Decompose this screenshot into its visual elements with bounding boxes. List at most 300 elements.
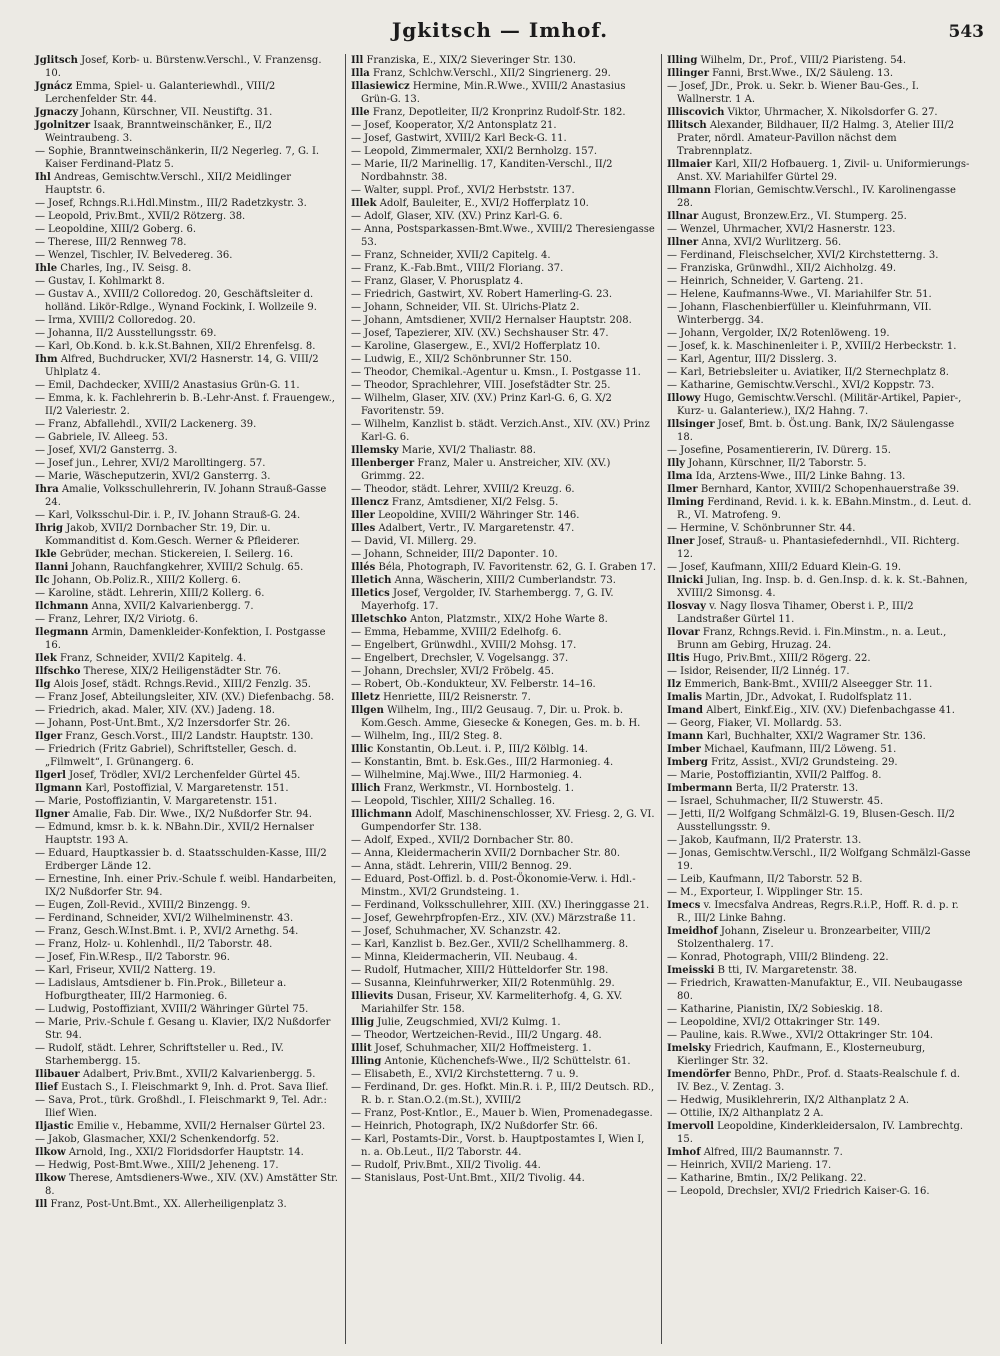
entry-name: — Emil,: [35, 380, 75, 391]
entry-details: Hebamme, XVIII/2 Edelhofg. 6.: [402, 627, 562, 638]
entry-name: — Marie,: [35, 471, 82, 482]
entry-details: Antonie, Küchenchefs-Wwe., II/2 Schüttelstr. 61.: [384, 1056, 631, 1067]
directory-entry: [351, 665, 656, 678]
directory-entry: [667, 483, 973, 496]
entry-name: Ilnicki: [667, 575, 704, 586]
directory-entry: [667, 886, 973, 899]
directory-entry: [667, 301, 973, 327]
entry-name: — Edmund,: [35, 822, 94, 833]
directory-entry: [35, 210, 340, 223]
entry-name: — Marie,: [667, 770, 714, 781]
directory-entry: [351, 223, 656, 249]
entry-details: Zimmermaler, XXI/2 Bernholzg. 157.: [411, 146, 598, 157]
directory-entry: [35, 457, 340, 470]
directory-entry: [351, 626, 656, 639]
directory-entry: [667, 704, 973, 717]
entry-name: — Emma,: [35, 393, 84, 404]
entry-details: Dusan, Friseur, XV. Karmeliterhofg. 4, G. XV. Mariahilfer Str. 158.: [361, 991, 623, 1015]
entry-details: Julie, Zeugschmied, XVI/2 Kulmg. 1.: [377, 1017, 561, 1028]
entry-details: IX/2 Althanplatz 2 A.: [718, 1108, 824, 1119]
entry-details: Tischler, XIII/2 Schalleg. 16.: [411, 796, 556, 807]
entry-details: Holz- u. Kohlenhdl., II/2 Taborstr. 48.: [83, 939, 273, 950]
directory-entry: [351, 184, 656, 197]
entry-details: (Fritz Gabriel), Schriftsteller, Gesch. d. „Filmwelt“, I. Grünangerg. 6.: [45, 744, 297, 768]
entry-name: Ilibauer: [35, 1069, 80, 1080]
entry-name: — Ludwig,: [35, 1004, 89, 1015]
entry-name: Jgnaczy: [35, 107, 79, 118]
entry-details: k. k. Fachlehrerin b. B.-Lehr-Anst. f. Frauengew., II/2 Valeriestr. 2.: [45, 393, 335, 417]
directory-entry: [35, 808, 340, 821]
entry-details: Wäscheputzerin, XVI/2 Gansterrg. 3.: [84, 471, 271, 482]
entry-details: Drechsler, V. Vogelsangg. 37.: [420, 653, 569, 664]
entry-details: v. Nagy Ilosva Tihamer, Oberst i. P., III/2 Landstraßer Gürtel 11.: [677, 601, 914, 625]
directory-entry: [667, 730, 973, 743]
directory-entry: [351, 80, 656, 106]
directory-entry: [667, 223, 973, 236]
entry-name: — Karoline,: [35, 588, 95, 599]
entry-name: Imervoll: [667, 1121, 714, 1132]
entry-name: — Wenzel,: [667, 224, 720, 235]
entry-name: — Ludwig,: [351, 354, 405, 365]
entry-name: — Anna,: [351, 224, 394, 235]
entry-name: Imber: [667, 744, 701, 755]
entry-name: Illenberger: [351, 458, 415, 469]
entry-details: städt. Lehrer, Schriftsteller u. Red., IV. Starhembergg. 15.: [45, 1043, 284, 1067]
entry-details: Gastwirt, XVIII/2 Karl Beck-G. 11.: [394, 133, 567, 144]
entry-name: Ihm: [35, 354, 58, 365]
entry-details: Schneider, V. Garteng. 21.: [730, 276, 864, 287]
directory-entry: [35, 1081, 340, 1094]
entry-details: Karl, Buchhalter, XXI/2 Wagramer Str. 136.: [706, 731, 926, 742]
entry-details: Postsparkassen-Bmt.Wwe., XVIII/2 Theresiengasse 53.: [361, 224, 655, 248]
entry-details: Kleidermacherin XVII/2 Dornbacher Str. 80.: [396, 848, 620, 859]
entry-details: Adalbert, Priv.Bmt., XVII/2 Kalvarienbergg. 5.: [82, 1069, 316, 1080]
entry-details: Ob.-Kondukteur, XV. Felberstr. 14–16.: [405, 679, 596, 690]
entry-name: Ilg: [35, 679, 51, 690]
directory-entry: [667, 665, 973, 678]
entry-details: städt. Lehrer, XVIII/2 Kreuzg. 6.: [411, 484, 575, 495]
directory-entry: [351, 561, 656, 574]
entry-name: — Elisabeth,: [351, 1069, 415, 1080]
entry-details: Karl, Postoffizial, V. Margaretenstr. 151.: [85, 783, 289, 794]
entry-details: Armin, Damenkleider-Konfektion, I. Postgasse 16.: [45, 627, 326, 651]
entry-details: Priv.-Schule f. Gesang u. Klavier, IX/2 Nußdorfer Str. 94.: [45, 1017, 331, 1041]
directory-entry: [667, 522, 973, 535]
entry-details: Postoffiziant, XVIII/2 Währinger Gürtel 75.: [92, 1004, 309, 1015]
entry-name: — Karl,: [351, 939, 389, 950]
entry-name: — Walter,: [351, 185, 400, 196]
entry-details: Tischler, IV. Belvedereg. 36.: [90, 250, 233, 261]
entry-name: — Katharine,: [667, 1173, 734, 1184]
directory-entry: [35, 314, 340, 327]
directory-entry: [35, 951, 340, 964]
entry-details: Kaufmann, XIII/2 Eduard Klein-G. 19.: [710, 562, 902, 573]
entry-details: Glaser, V. Phorusplatz 4.: [399, 276, 524, 287]
entry-details: Amtsdiener b. Fin.Prok., Billeteur a. Hofburgtheater, III/2 Harmonieg. 6.: [45, 978, 287, 1002]
entry-name: — Israel,: [667, 796, 713, 807]
entry-details: JDr., Prok. u. Sekr. b. Wiener Bau-Ges., I. Wallnerstr. 1 A.: [677, 81, 919, 105]
entry-details: Franz, Depotleiter, II/2 Kronprinz Rudolf-Str. 182.: [372, 107, 626, 118]
directory-entry: [351, 795, 656, 808]
entry-name: — Wilhelmine,: [351, 770, 425, 781]
entry-details: Josef, Korb- u. Bürstenw.Verschl., V. Franzensg. 10.: [45, 55, 322, 79]
entry-details: Albert, Einkf.Eig., XIV. (XV.) Diefenbachgasse 41.: [706, 705, 955, 716]
entry-details: Leopoldine, XVIII/2 Währinger Str. 146.: [378, 510, 580, 521]
entry-details: Hermine, Min.R.Wwe., XVIII/2 Anastasius Grün-G. 13.: [361, 81, 626, 105]
directory-entry: [351, 314, 656, 327]
directory-entry: [667, 1120, 973, 1146]
directory-entry: [667, 561, 973, 574]
entry-details: Kooperator, X/2 Antonsplatz 21.: [394, 120, 557, 131]
directory-entry: [35, 1146, 340, 1159]
directory-entry: [667, 353, 973, 366]
directory-entry: [35, 392, 340, 418]
entry-details: Julian, Ing. Insp. b. d. Gen.Insp. d. k. k. St.-Bahnen, XVIII/2 Simonsg. 4.: [677, 575, 968, 599]
entry-name: — Heinrich,: [351, 1121, 412, 1132]
entry-name: — Franz,: [35, 926, 81, 937]
directory-entry: [351, 769, 656, 782]
entry-name: — Rudolf,: [35, 1043, 85, 1054]
entry-details: IV. Alleeg. 53.: [97, 432, 168, 443]
entry-details: Lehrer, XVI/2 Marolltingerg. 57.: [101, 458, 266, 469]
directory-entry: [351, 1029, 656, 1042]
directory-entry: [35, 197, 340, 210]
entry-name: Illetics: [351, 588, 390, 599]
entry-name: — Karl,: [35, 510, 73, 521]
entry-name: — Ottilie,: [667, 1108, 716, 1119]
directory-entry: [351, 977, 656, 990]
entry-details: Schuhmacher, II/2 Stuwerstr. 45.: [715, 796, 884, 807]
entry-name: — Rudolf,: [351, 1160, 401, 1171]
entry-details: Martin, JDr., Advokat, I. Rudolfsplatz 11.: [705, 692, 912, 703]
entry-name: Ilek: [35, 653, 57, 664]
directory-entry: [667, 600, 973, 626]
entry-name: — Ferdinand,: [351, 900, 420, 911]
entry-name: — M.,: [667, 887, 697, 898]
directory-entry: [667, 67, 973, 80]
entry-details: Jakob, XVII/2 Dornbacher Str. 19, Dir. u. Kommanditist d. Kom.Gesch. Werner & Pfleiderer.: [45, 523, 300, 547]
directory-entry: [35, 574, 340, 587]
directory-entry: [667, 1003, 973, 1016]
directory-entry: [35, 483, 340, 509]
entry-details: Agentur, III/2 Disslerg. 3.: [707, 354, 837, 365]
entry-name: — Heinrich,: [667, 1160, 728, 1171]
directory-entry: [351, 119, 656, 132]
entry-name: Ilc: [35, 575, 50, 586]
entry-name: Ilfschko: [35, 666, 81, 677]
entry-details: Uhrmacher, XVI/2 Hasnerstr. 123.: [722, 224, 896, 235]
directory-entry: [351, 1016, 656, 1029]
directory-entry: [351, 782, 656, 795]
entry-details: Drechsler, XVI/2 Friedrich Kaiser-G. 16.: [727, 1186, 930, 1197]
entry-name: Ilchmann: [35, 601, 89, 612]
entry-name: — Adolf,: [351, 835, 394, 846]
directory-entry: [35, 626, 340, 652]
entry-name: — Therese,: [35, 237, 93, 248]
directory-entry: [667, 535, 973, 561]
entry-details: Photograph, IX/2 Nußdorfer Str. 66.: [414, 1121, 598, 1132]
entry-name: — Susanna,: [351, 978, 411, 989]
entry-details: Kleidermacherin, VII. Neubaug. 4.: [402, 952, 578, 963]
directory-entry: [351, 535, 656, 548]
entry-name: — Gustav,: [35, 276, 86, 287]
entry-name: — David,: [351, 536, 397, 547]
directory-entry: [667, 1107, 973, 1120]
entry-details: XIII/2 Goberg. 6.: [110, 224, 196, 235]
entry-name: — Wilhelm,: [351, 419, 409, 430]
entry-name: — Josef,: [35, 445, 76, 456]
entry-name: Ihle: [35, 263, 58, 274]
entry-name: — Pauline,: [667, 1030, 721, 1041]
directory-entry: [667, 1172, 973, 1185]
entry-details: Leopoldine, Kinderkleidersalon, IV. Lambrechtg. 15.: [677, 1121, 964, 1145]
entry-name: — Karl,: [667, 354, 705, 365]
entry-details: III/2 Rennweg 78.: [95, 237, 187, 248]
entry-name: — Leopoldine,: [35, 224, 108, 235]
entry-name: Illing: [351, 1056, 382, 1067]
directory-entry: [351, 106, 656, 119]
entry-details: XVI/2 Ottakringer Str. 149.: [742, 1017, 881, 1028]
directory-entry: [35, 119, 340, 145]
directory-entry: [35, 925, 340, 938]
directory-entry: [35, 444, 340, 457]
directory-entry: [35, 522, 340, 548]
entry-name: — Hermine,: [667, 523, 728, 534]
directory-entry: [351, 652, 656, 665]
directory-entry: [35, 587, 340, 600]
page-header-title: Jgkitsch — Imhof.: [391, 18, 609, 42]
entry-name: — Franz,: [35, 419, 81, 430]
directory-entry: [351, 197, 656, 210]
entry-name: — Anna,: [351, 848, 394, 859]
entry-details: k. k. Maschinenleiter i. P., XVIII/2 Herbeckstr. 1.: [710, 341, 957, 352]
directory-entry: [667, 1146, 973, 1159]
directory-entry: [351, 925, 656, 938]
entry-name: — Isidor,: [667, 666, 712, 677]
entry-name: Illitsch: [667, 120, 707, 131]
entry-name: Illasiewicz: [351, 81, 410, 92]
entry-details: Posamentiererin, IV. Dürerg. 15.: [726, 445, 891, 456]
directory-entry: [351, 743, 656, 756]
entry-name: Jgnácz: [35, 81, 73, 92]
entry-details: Fritz, Assist., XVI/2 Grundsteing. 29.: [711, 757, 898, 768]
entry-name: — Helene,: [667, 289, 720, 300]
directory-entry: [35, 548, 340, 561]
entry-details: Reisender, II/2 Linnég. 17.: [714, 666, 850, 677]
entry-details: Postoffiziantin, XVII/2 Palffog. 8.: [716, 770, 882, 781]
entry-name: Illowy: [667, 393, 701, 404]
directory-entry: [35, 327, 340, 340]
directory-entry: [35, 236, 340, 249]
directory-entry: [667, 899, 973, 925]
entry-name: Ilma: [667, 471, 693, 482]
entry-name: — Jakob,: [667, 835, 712, 846]
entry-name: — Franz,: [351, 276, 397, 287]
entry-name: Illetschko: [351, 614, 407, 625]
directory-entry: [351, 262, 656, 275]
directory-entry: [351, 1172, 656, 1185]
entry-name: — Johann,: [351, 302, 403, 313]
entry-name: — Josef jun.,: [35, 458, 99, 469]
entry-details: Schneider, VII. St. Ulrichs-Platz 2.: [405, 302, 580, 313]
entry-name: — Franziska,: [667, 263, 734, 274]
entry-name: — Theodor,: [351, 367, 409, 378]
entry-name: Ill: [35, 1199, 48, 1210]
entry-name: — Marie,: [351, 159, 398, 170]
directory-entry: [667, 847, 973, 873]
entry-details: Wertzeichen-Revid., III/2 Ungarg. 48.: [411, 1030, 602, 1041]
entry-name: Jgolnitzer: [35, 120, 91, 131]
entry-name: — Anna,: [351, 861, 394, 872]
entry-details: Kaufmann, II/2 Praterstr. 13.: [715, 835, 862, 846]
entry-name: — Karl,: [35, 965, 73, 976]
entry-name: — Ernestine,: [35, 874, 101, 885]
entry-details: Florian, Gemischtw.Verschl., IV. Karolinengasse 28.: [677, 185, 956, 209]
entry-details: Bernhard, Kantor, XVIII/2 Schopenhauerstraße 39.: [700, 484, 960, 495]
entry-name: Ilmer: [667, 484, 698, 495]
entry-details: Prot., türk. Großhdl., I. Fleischmarkt 9, Tel. Adr.: Ilief Wien.: [45, 1095, 327, 1119]
directory-entry: [351, 704, 656, 730]
directory-entry: [35, 379, 340, 392]
directory-entry: [35, 964, 340, 977]
entry-details: Franz, Werkmstr., VI. Hornbostelg. 1.: [383, 783, 574, 794]
entry-details: Grünwdhl., XVIII/2 Mohsg. 17.: [420, 640, 577, 651]
entry-name: — Rudolf,: [351, 965, 401, 976]
entry-name: — Friedrich,: [351, 289, 415, 300]
entry-details: Gewehrpfropfen-Erz., XIV. (XV.) Märzstraße 11.: [394, 913, 636, 924]
entry-name: — Josef,: [667, 81, 708, 92]
entry-name: Ilming: [667, 497, 705, 508]
directory-entry: [351, 834, 656, 847]
directory-entry: [667, 678, 973, 691]
entry-details: Flaschenbierfüller u. Kleinfuhrmann, VII. Winterbergg. 34.: [677, 302, 932, 326]
directory-entry: [667, 873, 973, 886]
entry-details: Johann, Rauchfangkehrer, XVIII/2 Schulg. 65.: [71, 562, 304, 573]
entry-name: — Irma,: [35, 315, 76, 326]
entry-details: Glasmacher, XXI/2 Schenkendorfg. 52.: [83, 1134, 280, 1145]
directory-entry: [667, 1185, 973, 1198]
entry-name: Illa: [351, 68, 370, 79]
entry-name: — Jetti,: [667, 809, 705, 820]
directory-entry: [35, 704, 340, 717]
directory-entry: [35, 782, 340, 795]
entry-name: Illner: [667, 237, 699, 248]
entry-details: kmsr. b. k. k. NBahn.Dir., XVII/2 Hernalser Hauptstr. 193 A.: [45, 822, 314, 846]
entry-details: Amalie, Fab. Dir. Wwe., IX/2 Nußdorfer Str. 94.: [72, 809, 312, 820]
entry-details: Betriebsleiter u. Aviatiker, II/2 Sternechplatz 8.: [707, 367, 949, 378]
entry-details: Fleischselcher, XVI/2 Kirchstetterng. 3.: [738, 250, 939, 261]
directory-entry: [667, 1042, 973, 1068]
directory-entry: [667, 119, 973, 158]
directory-entry: [35, 1120, 340, 1133]
directory-entry: [667, 574, 973, 600]
directory-entry: [667, 184, 973, 210]
entry-details: Josef, Trödler, XVI/2 Lerchenfelder Gürtel 45.: [69, 770, 301, 781]
entry-name: Iltis: [667, 653, 690, 664]
entry-name: — Johann,: [35, 718, 87, 729]
directory-entry: [35, 223, 340, 236]
directory-entry: [351, 496, 656, 509]
entry-details: Charles, Ing., IV. Seisg. 8.: [60, 263, 192, 274]
entry-details: Friseur, XVII/2 Natterg. 19.: [75, 965, 216, 976]
directory-entry: [351, 392, 656, 418]
entry-details: Adolf, Bauleiter, E., XVI/2 Hofferplatz 10.: [379, 198, 589, 209]
entry-details: städt. Lehrerin, VIII/2 Bennog. 29.: [396, 861, 572, 872]
directory-entry: [35, 769, 340, 782]
entry-details: Kleinfuhrwerker, XII/2 Rotenmühlg. 29.: [413, 978, 615, 989]
entry-details: Friedrich, Kaufmann, E., Klosterneuburg, Kierlinger Str. 32.: [677, 1043, 926, 1067]
entry-details: Alois Josef, städt. Rchngs.Revid., XIII/2 Fenzlg. 35.: [53, 679, 311, 690]
entry-details: Ing., III/2 Steg. 8.: [412, 731, 503, 742]
entry-details: Musiklehrerin, IX/2 Althanplatz 2 A.: [725, 1095, 910, 1106]
directory-entry: [351, 587, 656, 613]
entry-details: Gemischtw.Verschl., II/2 Wolfgang Schmälzl-Gasse 19.: [677, 848, 971, 872]
directory-entry: [351, 353, 656, 366]
entry-name: — Leopold,: [351, 146, 408, 157]
entry-details: Gesch.W.Inst.Bmt. i. P., XVI/2 Arnethg. 54.: [83, 926, 299, 937]
entry-name: — Franz,: [35, 614, 81, 625]
directory-entry: [351, 1042, 656, 1055]
entry-details: Emma, Spiel- u. Galanteriewhdl., VIII/2 Lerchenfelder Str. 44.: [45, 81, 276, 105]
directory-entry: [351, 574, 656, 587]
entry-details: XVIII/2 Colloredog. 20.: [78, 315, 196, 326]
directory-entry: [667, 444, 973, 457]
directory-entry: [351, 912, 656, 925]
entry-details: Exped., XVII/2 Dornbacher Str. 80.: [396, 835, 574, 846]
entry-name: — Josef,: [667, 341, 708, 352]
entry-name: — Johann,: [351, 549, 403, 560]
directory-entry: [35, 678, 340, 691]
entry-name: Imendörfer: [667, 1069, 731, 1080]
entry-details: Gebrüder, mechan. Stickereien, I. Seilerg. 16.: [59, 549, 294, 560]
directory-entry: [351, 678, 656, 691]
entry-details: akad. Maler, XIV. (XV.) Jadeng. 18.: [101, 705, 275, 716]
entry-details: Priv.Bmt., XII/2 Tivolig. 44.: [403, 1160, 541, 1171]
entry-name: — Franz,: [351, 1108, 397, 1119]
entry-details: Anna, Wäscherin, XIII/2 Cumberlandstr. 73.: [394, 575, 616, 586]
directory-entry: [667, 977, 973, 1003]
entry-details: Volksschul-Dir. i. P., IV. Johann Strauß-G. 24.: [75, 510, 301, 521]
directory-entry: [351, 301, 656, 314]
entry-name: — Adolf,: [351, 211, 394, 222]
entry-name: — Ferdinand,: [667, 250, 736, 261]
directory-column-1: [30, 54, 346, 1344]
entry-details: II/2 Marinellig. 17, Kanditen-Verschl., II/2 Nordbahnstr. 38.: [361, 159, 613, 183]
entry-details: Johann, Kürschner, VII. Neustiftg. 31.: [81, 107, 273, 118]
entry-details: Berta, II/2 Praterstr. 13.: [735, 783, 859, 794]
directory-entry: [35, 1094, 340, 1120]
directory-entry: [351, 951, 656, 964]
entry-name: Illmaier: [667, 159, 712, 170]
entry-name: — Friedrich,: [35, 705, 99, 716]
directory-entry: [35, 665, 340, 678]
directory-entry: [667, 457, 973, 470]
entry-details: Franz, Schneider, XVII/2 Kapitelg. 4.: [59, 653, 247, 664]
entry-name: Imberg: [667, 757, 708, 768]
entry-name: — Karl,: [667, 367, 705, 378]
directory-entry: [35, 912, 340, 925]
directory-entry: [35, 1159, 340, 1172]
entry-details: Wilhelm, Dr., Prof., VIII/2 Piaristeng. 54.: [700, 55, 907, 66]
entry-details: Grünwdhl., XII/2 Aichholzg. 49.: [736, 263, 897, 274]
directory-entry: [351, 808, 656, 834]
directory-entry: [35, 561, 340, 574]
entry-name: Ilkow: [35, 1147, 66, 1158]
entry-details: E., XII/2 Schönbrunner Str. 150.: [408, 354, 572, 365]
directory-entry: [667, 743, 973, 756]
entry-name: — Franz,: [351, 250, 397, 261]
entry-name: — Theodor,: [351, 380, 409, 391]
